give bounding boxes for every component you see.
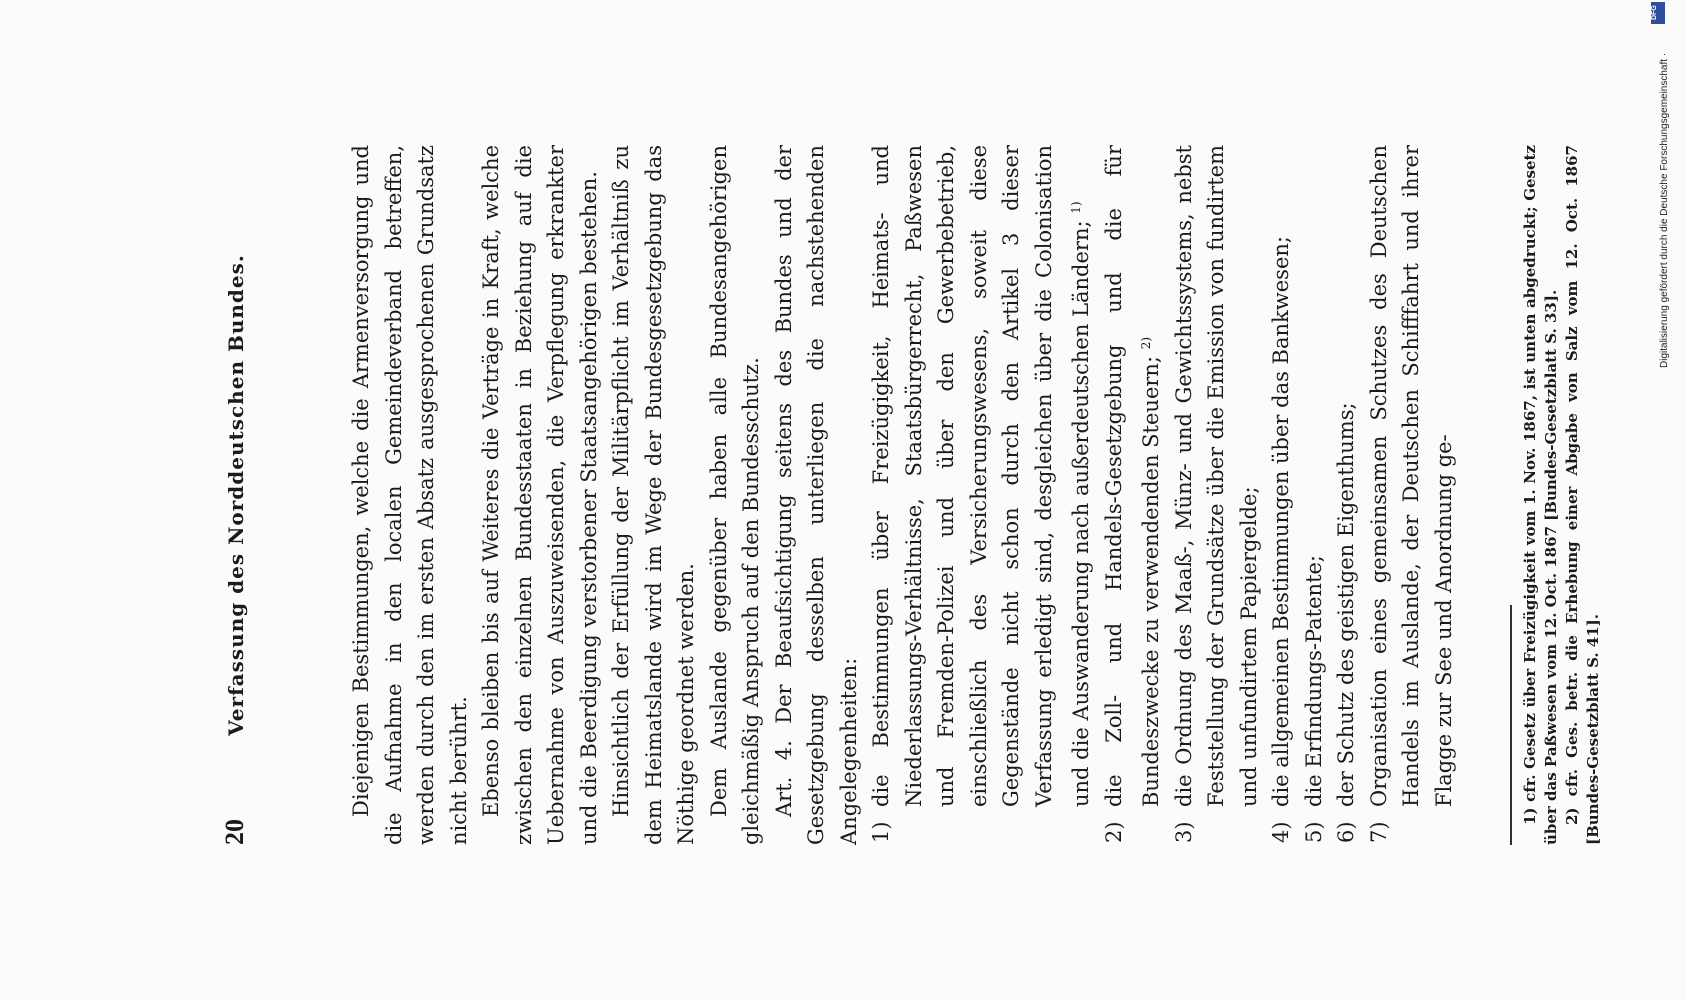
paragraph: Dem Auslande gegenüber haben alle Bundesangehörigen gleichmäßig Anspruch auf den Bundesschutz. bbox=[706, 145, 763, 845]
list-item-text: die Bestimmungen über Freizügigkeit, Heimats- und Niederlassungs-Verhältnisse, Staatsbürgerrecht, Paßwesen und Fremden-Polizei und über den Gewerbebetrieb, einschließlich des Versicherungswesens, soweit diese Gegenstände nicht schon durch den Artikel 3 dieser Verfassung erledigt sind, desgleichen über die Colonisation und die Auswanderung nach außerdeutschen Ländern; bbox=[869, 145, 1093, 807]
list-item-text: der Schutz des geistigen Eigenthums; bbox=[1334, 402, 1358, 807]
article-4-intro: Art. 4. Der Beaufsichtigung seitens des Bundes und der Gesetzgebung desselben unterliegen die nachstehenden Angelegenheiten: bbox=[771, 145, 861, 845]
paragraph: Diejenigen Bestimmungen, welche die Armenversorgung und die Aufnahme in den localen Gemeindeverband betreffen, werden durch den im ersten Absatz ausgesprochenen Grundsatz nicht berührt. bbox=[349, 145, 471, 845]
paragraph: Ebenso bleiben bis auf Weiteres die Verträge in Kraft, welche zwischen den einzelnen Bundesstaaten in Beziehung auf die Uebernahme von Auszuweisenden, die Verpflegung erkrankter und die Beerdigung verstorbener Staatsangehörigen bestehen. bbox=[479, 145, 601, 845]
list-item-text: die Ordnung des Maaß-, Münz- und Gewichtssystems, nebst Feststellung der Grundsätze über die Emission von fundirtem und unfundirtem Papiergelde; bbox=[1171, 145, 1261, 807]
list-item-number: 2) bbox=[1101, 821, 1126, 843]
list-item-number: 1) bbox=[869, 821, 893, 843]
list-item bbox=[1168, 145, 1266, 845]
list-item bbox=[1265, 145, 1298, 845]
digitization-credit bbox=[1650, 0, 1686, 1000]
list-item bbox=[1298, 145, 1331, 845]
footnote-ref: 1) bbox=[1069, 201, 1083, 214]
list-item-number: 5) bbox=[1301, 821, 1326, 843]
list-item-number: 7) bbox=[1366, 821, 1391, 843]
page-header bbox=[220, 85, 260, 905]
running-title: Verfassung des Norddeutschen Bundes. bbox=[224, 254, 248, 736]
credit-text: Digitalisierung gefördert durch die Deutsche Forschungsgemeinschaft · bbox=[1659, 52, 1670, 368]
paragraph: Hinsichtlich der Erfüllung der Militärpflicht im Verhältniß zu dem Heimatslande wird im Wege der Bundesgesetzgebung das Nöthige geordnet werden. bbox=[609, 145, 698, 845]
list-item bbox=[1098, 145, 1168, 845]
list-item bbox=[1330, 145, 1363, 845]
footnote-divider bbox=[1510, 605, 1512, 845]
footnote-ref: 2) bbox=[1139, 336, 1153, 350]
list-item-text: die Erfindungs-Patente; bbox=[1301, 554, 1326, 807]
footnote: 1) cfr. Gesetz über Freizügigkeit vom 1. Nov. 1867, ist unten abgedruckt; Gesetz über das Paßwesen vom 12. Oct. 1867 [Bundes-Gesetzblatt S. 33]. bbox=[1521, 145, 1560, 845]
page-body bbox=[345, 145, 1460, 845]
page-number: 20 bbox=[220, 819, 249, 845]
rotated-page-content bbox=[125, 85, 1602, 905]
list-item-text: die allgemeinen Bestimmungen über das Bankwesen; bbox=[1269, 236, 1293, 807]
footnote: 2) cfr. Ges. betr. die Erhebung einer Abgabe von Salz vom 12. Oct. 1867 [Bundes-Gesetzblatt S. 41]. bbox=[1563, 145, 1602, 845]
dfg-logo-icon: DFG bbox=[1651, 2, 1665, 24]
list-item-text: die Zoll- und Handels-Gesetzgebung und die für Bundeszwecke zu verwendenden Steuern; bbox=[1101, 145, 1163, 807]
list-item-number: 3) bbox=[1171, 821, 1196, 843]
list-item-text: Organisation eines gemeinsamen Schutzes des Deutschen Handels im Auslande, der Deutschen Schifffahrt und ihrer Flagge zur See und Anordnung ge- bbox=[1366, 145, 1456, 807]
list-item bbox=[865, 145, 1098, 845]
footnotes bbox=[1520, 145, 1604, 845]
list-item bbox=[1363, 145, 1461, 845]
list-item-number: 6) bbox=[1334, 821, 1358, 843]
list-item-number: 4) bbox=[1269, 821, 1293, 843]
